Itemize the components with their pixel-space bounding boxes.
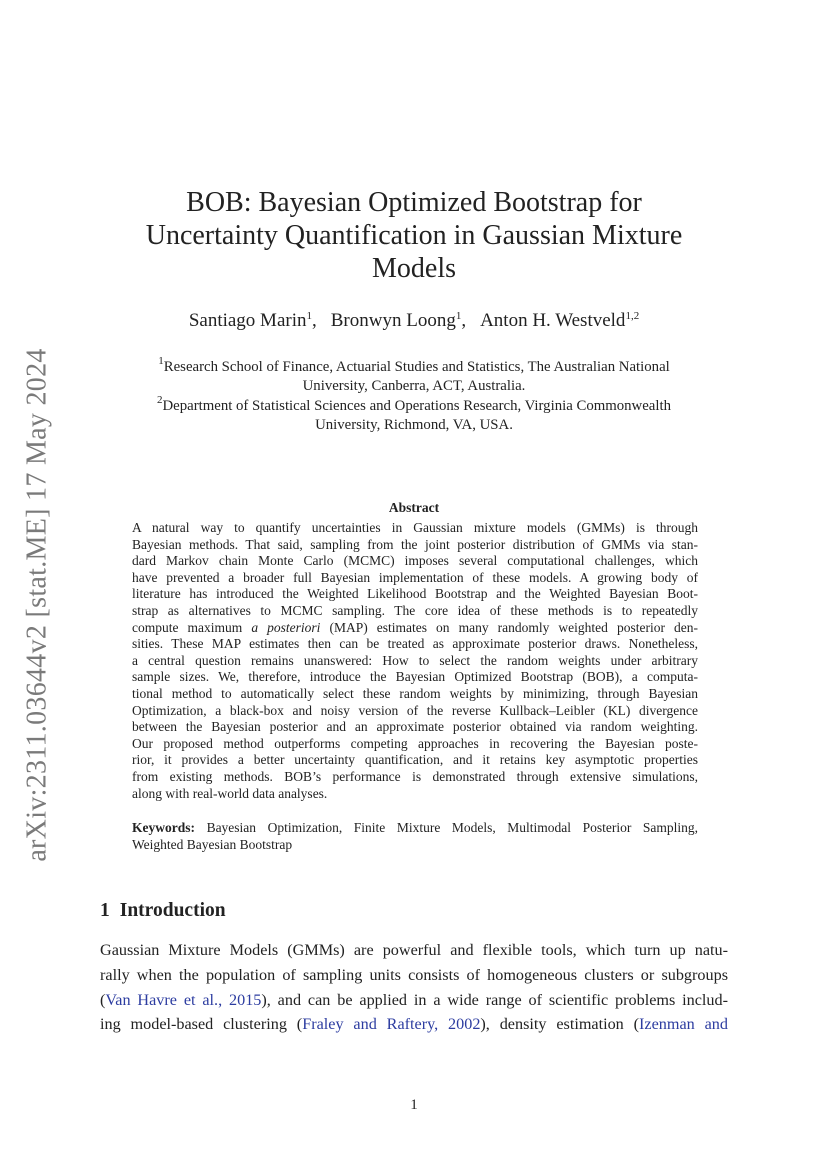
author-affiliation-mark: 1 [455,310,462,322]
paper-title [100,186,728,285]
keywords-line: Keywords: Bayesian Optimization, Finite Mixture Models, Multimodal Posterior Sampling, [132,820,699,835]
abstract-line: along with real-world data analyses. [132,785,328,801]
abstract-line: strap as alternatives to MCMC sampling. The core idea of these methods is to repeatedly [132,602,698,618]
abstract-line: Optimization, a black-box and noisy version of the reverse Kullback–Leibler (KL) divergence [132,702,698,718]
author-name: Anton H. Westveld [480,310,626,331]
keywords-label: Keywords: [132,820,195,835]
intro-line: Gaussian Mixture Models (GMMs) are powerful and flexible tools, which turn up natu- [100,941,728,959]
abstract-line: Bayesian methods. That said, sampling from the joint posterior distribution of GMMs via stan- [132,536,698,552]
affiliations [100,355,728,435]
title-line: Models [372,253,456,284]
abstract-line: sities. These MAP estimates then can be treated as approximate posterior draws. Nonetheless, [132,636,698,652]
author-name: Bronwyn Loong [330,310,456,331]
author-list: Santiago Marin$^1$, Bronwyn Loong$^1$, Anton H. Westveld$^{1,2}$ [188,310,640,331]
abstract-line: compute maximum a posteriori (MAP) estimates on many randomly weighted posterior den- [132,619,698,635]
introduction-body [100,938,728,1037]
affiliation-line: University, Canberra, ACT, Australia. [302,378,526,395]
keywords-line: Weighted Bayesian Bootstrap [132,836,293,852]
abstract-line: between the Bayesian posterior and an approximate posterior obtained via random weighting. [132,719,698,735]
abstract-heading: Abstract [388,500,440,515]
intro-line: ing model-based clustering (Fraley and Raftery, 2002), density estimation (Izenman and [100,1015,728,1034]
abstract-line: sample sizes. We, therefore, introduce the Bayesian Optimized Bootstrap (BOB), a computa- [132,669,698,685]
abstract-line: literature has introduced the Weighted Likelihood Bootstrap and the Weighted Bayesian Boot- [132,586,698,602]
affiliation-line: University, Richmond, VA, USA. [315,416,513,433]
keywords [132,820,698,853]
abstract-line: a central question remains unanswered: How to select the random weights under arbitrary [132,652,698,668]
title-line: Uncertainty Quantification in Gaussian Mixture [145,220,683,251]
page-number: 1 [410,1097,418,1113]
author-affiliation-mark: 1 [306,310,312,322]
abstract-line: A natural way to quantify uncertainties in Gaussian mixture models (GMMs) is through [132,520,698,535]
abstract-line: from existing methods. BOB’s performance is demonstrated through extensive simulations, [132,768,698,784]
citation-link[interactable]: Van Havre et al., 2015 [105,990,262,1009]
intro-line: rally when the population of sampling units consists of homogeneous clusters or subgroups [100,965,728,984]
citation-link[interactable]: Fraley and Raftery, 2002 [302,1015,481,1034]
affiliation-line: $^1$Research School of Finance, Actuarial Studies and Statistics, The Australian National [158,355,670,375]
section-number: 1 [100,900,110,921]
abstract-line: tional method to automatically select these random weights by minimizing, through Bayesian [132,685,698,701]
abstract-line: Our proposed method outperforms competing approaches in recovering the Bayesian poste- [132,735,698,751]
section-heading [100,900,226,922]
citation-link[interactable]: Izenman and [639,1015,728,1034]
abstract-line: dard Markov chain Monte Carlo (MCMC) imposes several computational challenges, which [132,553,698,569]
author-affiliation-mark: 1,2 [625,310,640,322]
arxiv-identifier: arXiv:2311.03644v2 [stat.ME] 17 May 2024 [22,348,54,862]
author-name: Santiago Marin [188,310,307,331]
section-title: Introduction [119,900,226,921]
affiliation-line: $^2$Department of Statistical Sciences and Operations Research, Virginia Commonwealth [156,393,671,414]
abstract-line: have prevented a broader full Bayesian implementation of these models. A growing body of [132,569,698,585]
abstract-body [132,520,698,802]
title-line: BOB: Bayesian Optimized Bootstrap for [186,187,642,218]
abstract-line: rior, it provides a better uncertainty quantification, and it retains key asymptotic properties [132,752,698,768]
intro-line: (Van Havre et al., 2015), and can be applied in a wide range of scientific problems includ- [100,990,728,1009]
